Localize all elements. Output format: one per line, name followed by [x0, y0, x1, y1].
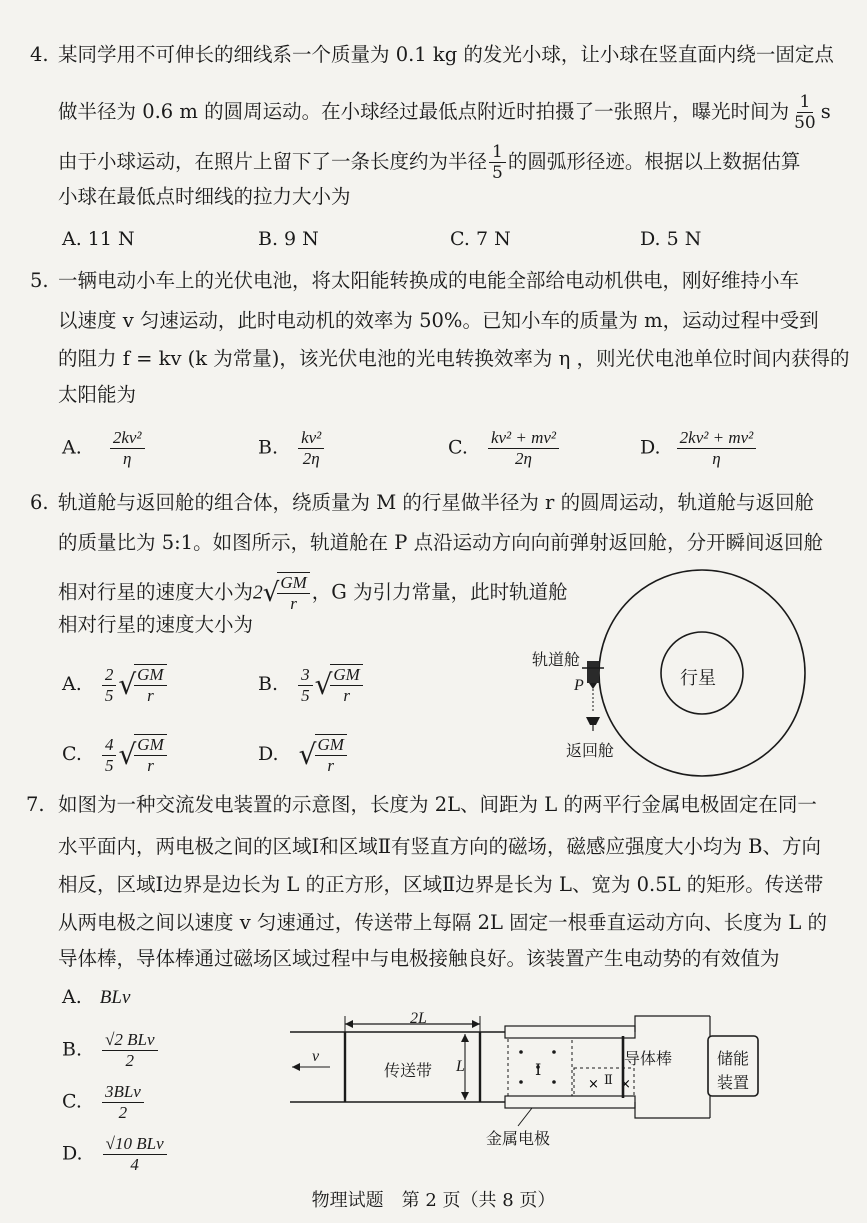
- question-text: 从两电极之间以速度 v 匀速通过，传送带上每隔 2L 固定一根垂直运动方向、长度为 L 的: [58, 911, 828, 934]
- question-number: 4.: [30, 43, 49, 66]
- storage-label-2: 装置: [717, 1073, 750, 1092]
- page-footer: 物理试题 第 2 页（共 8 页）: [311, 1190, 556, 1211]
- question-text: 相对行星的速度大小为: [58, 613, 254, 636]
- option-c[interactable]: C. $\frac{\text{3BLv}}{2}$: [62, 1082, 146, 1123]
- svg-text:×: ×: [588, 1077, 599, 1092]
- question-number: 6.: [30, 491, 49, 514]
- question-number: 5.: [30, 269, 49, 292]
- velocity-label: v: [312, 1048, 320, 1065]
- option-c[interactable]: C. $\frac{\text{kv² + mv²}}{2\eta}$: [448, 428, 561, 469]
- question-text: 水平面内，两电极之间的区域Ⅰ和区域Ⅱ有竖直方向的磁场，磁感应强度大小均为 B、方向: [58, 835, 821, 858]
- option-c[interactable]: C. 7 N: [450, 228, 511, 250]
- question-text: 太阳能为: [58, 383, 137, 406]
- planet-label: 行星: [680, 668, 716, 689]
- option-b[interactable]: B. 9 N: [258, 228, 319, 250]
- metal-electrode: [505, 1026, 635, 1038]
- orbiter-label: 轨道舱: [532, 650, 581, 669]
- question-text: 如图为一种交流发电装置的示意图，长度为 2L、间距为 L 的两平行金属电极固定在同一: [58, 793, 817, 816]
- region-2-label: Ⅱ: [604, 1073, 613, 1088]
- option-a[interactable]: A. 11 N: [62, 228, 135, 250]
- electrode-label: 金属电极: [486, 1129, 551, 1148]
- option-a[interactable]: A. $\frac{\text{2kv²}}{\eta}$: [62, 428, 147, 469]
- question-text: 相反，区域Ⅰ边界是边长为 L 的正方形，区域Ⅱ边界是长为 L、宽为 0.5L 的矩形。传送带: [58, 873, 824, 896]
- question-text: 的阻力 f = kv (k 为常量)，该光伏电池的光电转换效率为 η ，则光伏电池单位时间内获得的: [58, 347, 850, 370]
- question-text: 以速度 v 匀速运动，此时电动机的效率为 50%。已知小车的质量为 m，运动过程中受到: [58, 309, 819, 332]
- question-text: 做半径为 0.6 m 的圆周运动。在小球经过最低点附近时拍摄了一张照片，曝光时间为 $\frac{1}{50}$ s: [58, 92, 831, 133]
- rod-label: 导体棒: [624, 1049, 673, 1068]
- metal-electrode: [505, 1096, 635, 1108]
- option-a[interactable]: A. BLv: [62, 986, 131, 1008]
- orbiter-icon: [587, 661, 599, 683]
- belt-label: 传送带: [384, 1061, 433, 1080]
- question-text: 的质量比为 5:1。如图所示，轨道舱在 P 点沿运动方向向前弹射返回舱，分开瞬间返回舱: [58, 531, 824, 554]
- option-b[interactable]: B. $\frac{\text{kv²}}{2\eta}$: [258, 428, 326, 469]
- region-1-label: Ⅰ: [535, 1060, 542, 1079]
- capsule-label: 返回舱: [566, 741, 615, 760]
- length-l-label: L: [456, 1058, 465, 1075]
- option-b[interactable]: B. $\frac{\text{√2 BLv}}{2}$: [62, 1030, 160, 1071]
- question-text: 小球在最低点时细线的拉力大小为: [58, 185, 351, 208]
- question-text: 由于小球运动，在照片上留下了一条长度约为半径 $\frac{1}{5}$ 的圆弧形径迹。根据以上数据估算: [58, 142, 801, 183]
- option-c[interactable]: C. $\frac{4}{5}$ √ $\frac{GM}{r}$: [62, 734, 169, 776]
- option-a[interactable]: A. $\frac{2}{5}$ √ $\frac{GM}{r}$: [62, 664, 169, 706]
- point-p-label: P: [574, 677, 584, 694]
- question-text: 相对行星的速度大小为2√ $\frac{GM}{r}$ ，G 为引力常量，此时轨道舱: [58, 573, 568, 613]
- option-d[interactable]: D. 5 N: [640, 228, 702, 250]
- question-text: 导体棒，导体棒通过磁场区域过程中与电极接触良好。该装置产生电动势的有效值为: [58, 947, 780, 970]
- question-text: 某同学用不可伸长的细线系一个质量为 0.1 kg 的发光小球，让小球在竖直面内绕一固定点: [58, 43, 834, 66]
- option-d[interactable]: D. √ $\frac{GM}{r}$: [258, 734, 349, 776]
- svg-text:×: ×: [620, 1077, 631, 1092]
- option-d[interactable]: D. $\frac{\text{√10 BLv}}{4}$: [62, 1134, 169, 1175]
- capsule-icon: [586, 717, 600, 725]
- option-b[interactable]: B. $\frac{3}{5}$ √ $\frac{GM}{r}$: [258, 664, 365, 706]
- question-number: 7.: [26, 793, 45, 816]
- storage-label-1: 储能: [717, 1049, 750, 1068]
- option-d[interactable]: D. $\frac{\text{2kv² + mv²}}{\eta}$: [640, 428, 758, 469]
- question-text: 一辆电动小车上的光伏电池，将太阳能转换成的电能全部给电动机供电，刚好维持小车: [58, 269, 800, 292]
- question-text: 轨道舱与返回舱的组合体，绕质量为 M 的行星做半径为 r 的圆周运动，轨道舱与返回舱: [58, 491, 815, 514]
- dimension-2l-label: 2L: [410, 1010, 427, 1027]
